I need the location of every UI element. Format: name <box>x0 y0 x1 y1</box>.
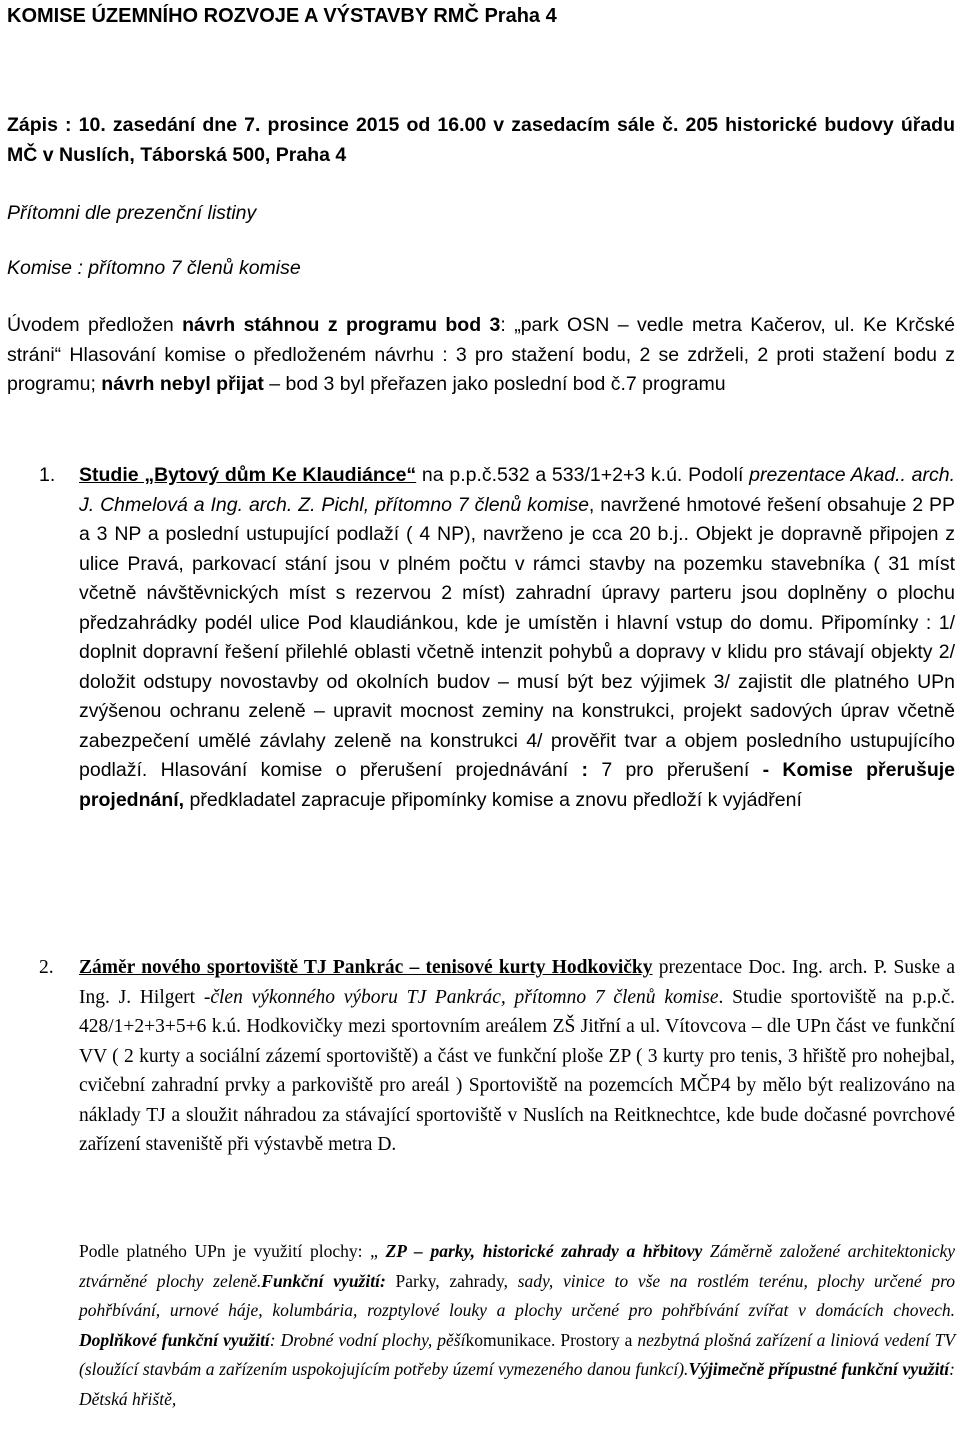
zoning-additional-text-2: komunikace. Prostory a <box>465 1329 638 1350</box>
item-2-text-2: . Studie sportoviště na p.p.č. 428/1+2+3+5+6 k.ú. Hodkovičky mezi sportovním areálem ZŠ Jitřní a ul. Vítovcova – dle UPn část ve funkční VV ( 2 kurty a sociální zázemí sportoviště) a část ve funkční ploše ZP ( 3 kurty pro tenis, 3 hřiště pro nohejbal, cvičební zahradní prvky a parkoviště pro areál ) Sportoviště na pozemcích MČP4 by mělo být realizováno na náklady TJ a sloužit náhradou za stávající sportoviště v Nuslích na Reitknechtce, kde bude dočasné povrchové zařízení staveniště při výstavbě metra D. <box>79 986 955 1155</box>
intro-text-1: Úvodem předložen <box>7 314 183 336</box>
zoning-additional-label: Doplňkové funkční využití <box>79 1329 270 1350</box>
item-2-body <box>79 953 955 1160</box>
item-1-text-2: , navržené hmotové řešení obsahuje 2 PP a 3 NP a poslední ustupující podlaží ( 4 NP), navrženo je cca 20 b.j.. Objekt je dopravně připojen z ulice Pravá, parkovací stání jsou v plném počtu v rámci stavby na pozemku stavebníka ( 31 míst včetně návštěvnických míst s rezervou 2 míst) zahradní úpravy parteru jsou doplněny o plochu předzahrádky podél ulice Pod klaudiánkou, kde je umístěn i hlavní vstup do domu. Připomínky : 1/ doplnit dopravní řešení přilehlé oblasti včetně intenzit pohybů a dopravy v klidu pro stávají objekty 2/ doložit odstupy novostavby od okolních budov – musí být bez výjimek 3/ zajistit dle platného UPn zvýšenou ochranu zeleně – upravit mocnost zeminy na konstrukci, projekt sadových úprav včetně zabezpečení umělé závlahy zeleně na konstrukci 4/ prověřit tvar a objem posledního ustupujícího podlaží. Hlasování komise o přerušení projednávání <box>79 493 955 781</box>
intro-text-3: – bod 3 byl přeřazen jako poslední bod č.7 programu <box>263 373 726 395</box>
intro-rejected: návrh nebyl přijat <box>101 373 264 395</box>
item-number: 1. <box>39 464 56 486</box>
item-2-presenter-role: -člen výkonného výboru TJ Pankrác, přítomno 7 členů komise <box>203 986 719 1008</box>
item-2-text-1: prezentace Doc. Ing. arch. P. Suske a Ing. J. Hilgert <box>79 957 955 1008</box>
item-1-presenters: prezentace Akad.. arch. J. Chmelová a Ing. arch. Z. Pichl, přítomno 7 členů komise <box>79 464 955 516</box>
zoning-additional-text: : Drobné vodní plochy, pěší <box>269 1329 466 1350</box>
zoning-function-text: Parky, zahrady, <box>385 1270 518 1291</box>
zoning-function-label: Funkční využití: <box>261 1270 386 1291</box>
item-2-title: Záměr nového sportoviště TJ Pankrác – tenisové kurty Hodkovičky <box>79 957 653 978</box>
item-number: 2. <box>39 957 54 978</box>
minutes-heading: Zápis : 10. zasedání dne 7. prosince 2015 od 16.00 v zasedacím sále č. 205 historické budovy úřadu MČ v Nuslích, Táborská 500, Praha 4 <box>7 114 955 166</box>
intro-paragraph <box>7 311 955 400</box>
zoning-definition: Záměrně založené architektonicky ztvárněné plochy zeleně. <box>79 1241 956 1291</box>
zoning-infrastructure: nezbytná plošná zařízení a liniová vedení TV (sloužící stavbám a zařízením uspokojujícím potřeby území vymezeného danou funkcí). <box>79 1329 956 1379</box>
zoning-exceptional-label: Výjimečně přípustné funkční využití <box>688 1359 950 1379</box>
item-1-colon: : <box>581 759 602 781</box>
attendance-committee: Komise : přítomno 7 členů komise <box>7 257 301 279</box>
item-1-title: Studie „Bytový dům Ke Klaudiánce“ <box>79 464 417 486</box>
intro-proposal: návrh stáhnou z programu bod 3 <box>182 314 501 336</box>
document-header: KOMISE ÚZEMNÍHO ROZVOJE A VÝSTAVBY RMČ Praha 4 <box>7 5 557 27</box>
zoning-function-list: sady, vinice to vše na rostlém terénu, plochy určené pro pohřbívání, urnové háje, kolumbária, rozptylové louky a plochy určené pro pohřbívání zvířat v domácích chovech. <box>79 1270 956 1320</box>
zoning-category: ZP – parky, historické zahrady a hřbitovy <box>385 1241 703 1261</box>
item-1-text-1: na p.p.č.532 a 533/1+2+3 k.ú. Podolí <box>416 464 750 486</box>
zoning-exceptional-text: : Dětská hřiště, <box>79 1359 955 1409</box>
zoning-paragraph <box>79 1237 955 1414</box>
item-1-decision: - Komise přerušuje projednání, <box>79 759 955 811</box>
intro-text-2: : „park OSN – vedle metra Kačerov, ul. Ke Krčské stráni“ Hlasování komise o předloženém návrhu : 3 pro stažení bodu, 2 se zdrželi, 2 proti stažení bodu z programu; <box>7 314 956 395</box>
item-1-body <box>79 461 955 815</box>
attendance-presence: Přítomni dle prezenční listiny <box>7 202 257 224</box>
item-1-vote: 7 pro přerušení <box>601 759 763 781</box>
zoning-intro: Podle platného UPn je využití plochy: „ <box>79 1241 386 1261</box>
item-1-text-4: předkladatel zapracuje připomínky komise a znovu předloží k vyjádření <box>184 788 802 811</box>
